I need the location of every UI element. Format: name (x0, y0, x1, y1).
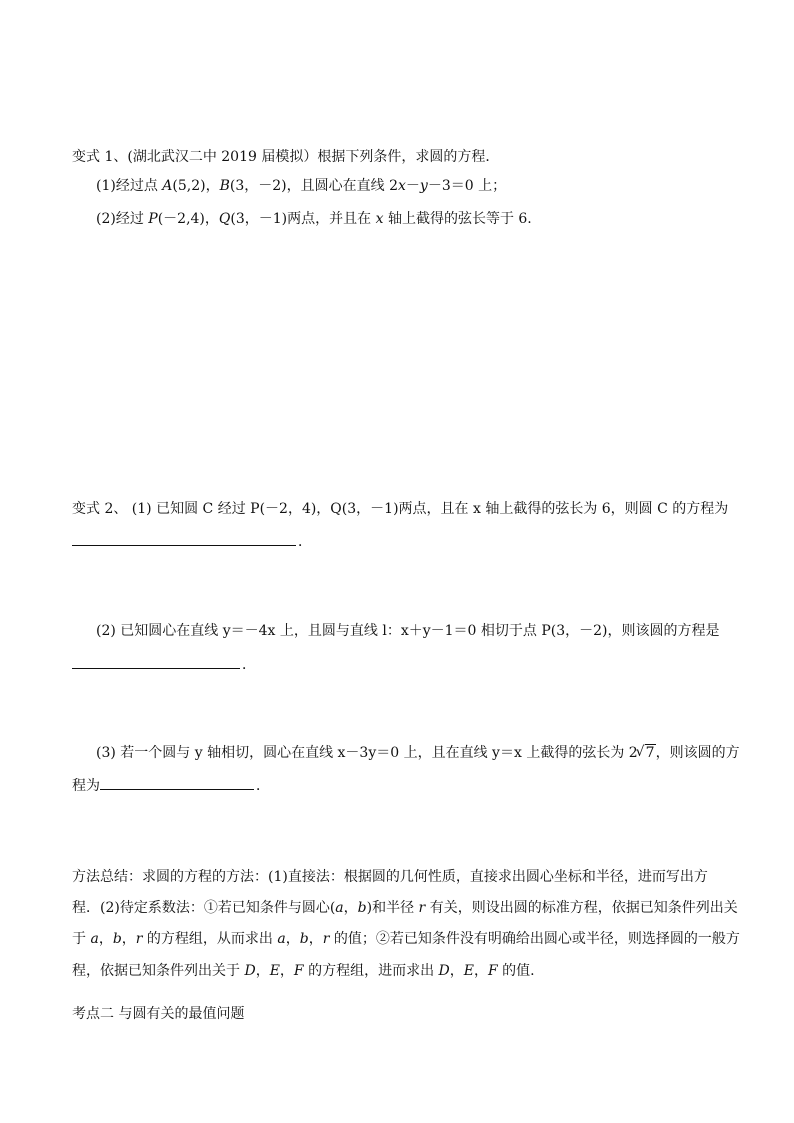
text: 轴上截得的弦长等于 6. (383, 211, 532, 227)
answer-blank[interactable] (72, 531, 296, 546)
variant2-item2-line1: (2) 已知圆心在直线 y＝－4x 上，且圆与直线 l：x＋y－1＝0 相切于点 P(3，－2)，则该圆的方程是 (96, 623, 720, 639)
radicand: 7 (645, 745, 655, 761)
text: ， (343, 900, 358, 916)
var-d: D (438, 963, 450, 979)
text: (2)经过 (96, 211, 149, 227)
var-y: y (419, 178, 428, 194)
var-d: D (244, 963, 256, 979)
text: 的方程组，从而求出 (142, 931, 278, 947)
var-e: E (463, 963, 475, 979)
method-line3 (72, 929, 740, 949)
text: ， (279, 963, 294, 979)
text: ， (449, 963, 464, 979)
text: ， (121, 931, 136, 947)
variant2-item3-answer (72, 775, 270, 796)
point-b: B (219, 178, 230, 194)
text: ， (474, 963, 489, 979)
variant1-item1 (96, 176, 506, 196)
text: (3) 若一个圆与 y 轴相切，圆心在直线 x－3y＝0 上，且在直线 y＝x 上截得的弦长为 2 (96, 745, 638, 761)
text: －3＝0 上； (427, 178, 507, 194)
text: ， (98, 931, 113, 947)
text: (－2,4)， (157, 211, 219, 227)
var-b: b (299, 931, 309, 947)
variant2-item3-line1 (96, 743, 740, 763)
text: (1)经过点 (96, 178, 163, 194)
sqrt-symbol (638, 743, 656, 763)
text: 程．(2)待定系数法：①若已知条件与圆心( (72, 900, 336, 916)
var-f: F (293, 963, 304, 979)
point-a: A (162, 178, 173, 194)
text: )和半径 (366, 900, 419, 916)
var-a: a (277, 931, 286, 947)
var-b: b (112, 931, 122, 947)
text: ， (308, 931, 323, 947)
method-line2 (72, 898, 738, 918)
text: 于 (72, 931, 91, 947)
text: 的值. (497, 963, 535, 979)
section-heading: 考点二 与圆有关的最值问题 (72, 1006, 245, 1022)
var-r: r (418, 900, 426, 916)
method-line1: 方法总结：求圆的方程的方法：(1)直接法：根据圆的几何性质，直接求出圆心坐标和半径，进而写出方 (72, 869, 708, 885)
text: (5,2)， (172, 178, 220, 194)
point-p: P (148, 211, 158, 227)
point-q: Q (218, 211, 231, 227)
text: (3，－1)两点，并且在 (230, 211, 376, 227)
text: ， (285, 931, 300, 947)
var-a: a (90, 931, 99, 947)
text: 有关，则设出圆的标准方程，依据已知条件列出关 (425, 900, 738, 916)
var-e: E (269, 963, 280, 979)
text: 的值；②若已知条件没有明确给出圆心或半径，则选择圆的一般方 (329, 931, 740, 947)
text: ，则该圆的方 (655, 745, 740, 761)
text: 程，依据已知条件列出关于 (72, 963, 245, 979)
var-x: x (398, 178, 406, 194)
text: ． (298, 534, 312, 550)
var-r: r (135, 931, 143, 947)
text: 程为 (72, 778, 100, 794)
var-a: a (335, 900, 344, 916)
text: ， (255, 963, 270, 979)
text: ． (256, 778, 270, 794)
variant1-item2 (96, 209, 532, 229)
var-b: b (357, 900, 367, 916)
variant1-title: 变式 1、(湖北武汉二中 2019 届模拟）根据下列条件，求圆的方程． (72, 149, 500, 165)
text: 的方程组，进而求出 (303, 963, 439, 979)
var-x: x (375, 211, 384, 227)
var-r: r (322, 931, 330, 947)
answer-blank[interactable] (72, 654, 240, 669)
answer-blank[interactable] (100, 775, 254, 790)
method-line4 (72, 961, 535, 981)
var-f: F (488, 963, 498, 979)
variant2-item2-answer (72, 654, 256, 675)
text: － (405, 178, 420, 194)
text: ． (242, 657, 256, 673)
variant2-item1-answer (72, 531, 312, 552)
text: (3，－2)，且圆心在直线 2 (229, 178, 399, 194)
variant2-item1-line1: 变式 2、 (1) 已知圆 C 经过 P(－2，4)，Q(3，－1)两点，且在 x 轴上截得的弦长为 6，则圆 C 的方程为 (72, 501, 729, 517)
